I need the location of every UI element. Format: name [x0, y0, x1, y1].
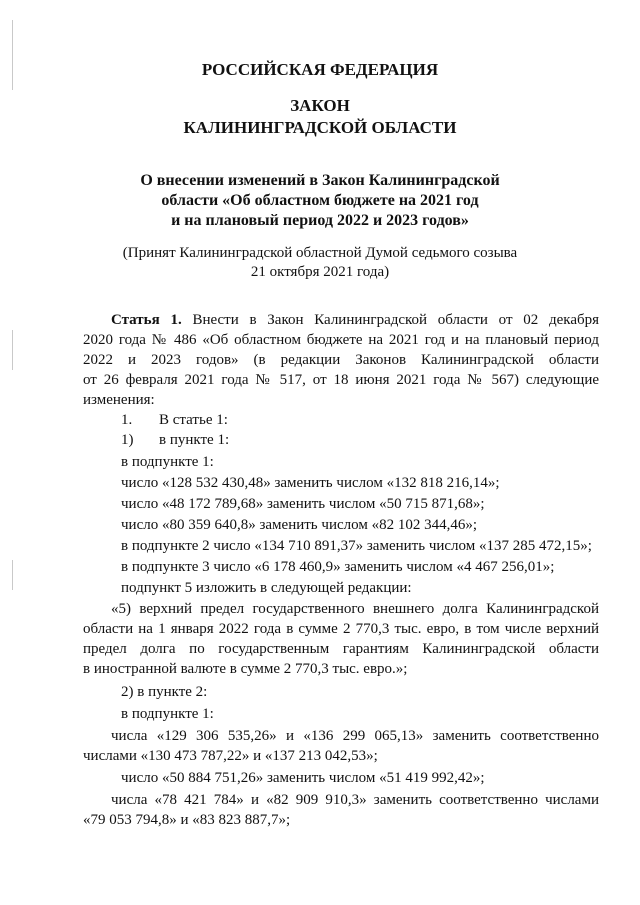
body-line: 2) в пункте 2: [121, 684, 208, 700]
body-line: в подпункте 1: [121, 706, 214, 722]
doc-type-heading: ЗАКОН [290, 96, 350, 115]
body-line: в иностранной валюте в сумме 2 770,3 тыс. евро.»; [83, 661, 408, 677]
law-title-line: области «Об областном бюджете на 2021 год [161, 192, 479, 209]
body-line: число «48 172 789,68» заменить числом «50 715 871,68»; [121, 496, 485, 512]
body-line: в подпункте 1: [121, 454, 214, 470]
body-line: числа «78 421 784» и «82 909 910,3» заменить соответственно числами [111, 792, 599, 808]
body-line: 2020 года № 486 «Об областном бюджете на 2021 год и на плановый период [83, 332, 599, 348]
law-title-line: О внесении изменений в Закон Калининградской [140, 172, 500, 189]
body-line: число «50 884 751,26» заменить числом «51 419 992,42»; [121, 770, 485, 786]
country-heading: РОССИЙСКАЯ ФЕДЕРАЦИЯ [201, 60, 439, 79]
law-title-line: и на плановый период 2022 и 2023 годов» [171, 212, 469, 229]
body-line: от 26 февраля 2021 года № 517, от 18 июня 2021 года № 567) следующие [83, 372, 599, 388]
body-line: числа «129 306 535,26» и «136 299 065,13» заменить соответственно [111, 728, 599, 744]
body-line: в подпункте 3 число «6 178 460,9» заменить числом «4 467 256,01»; [121, 559, 555, 575]
body-line: изменения: [83, 392, 155, 408]
item-text: В статье 1: [159, 412, 228, 428]
body-line: число «128 532 430,48» заменить числом «132 818 216,14»; [121, 475, 500, 491]
item-text: в пункте 1: [159, 432, 230, 448]
article-first-line [111, 310, 599, 330]
region-heading: КАЛИНИНГРАДСКОЙ ОБЛАСТИ [183, 118, 457, 137]
body-line: 2022 и 2023 годов» (в редакции Законов Калининградской области [83, 352, 599, 368]
article-text: Внести в Закон Калининградской области от 02 декабря [192, 312, 600, 328]
body-line: «5) верхний предел государственного внешнего долга Калининградской [111, 601, 599, 617]
adoption-note-line: (Принят Калининградской областной Думой седьмого созыва [122, 245, 518, 261]
item-number: 1) [121, 432, 134, 448]
body-line: предел долга по государственным гарантиям Калининградской области [83, 641, 599, 657]
item-number: 1. [121, 412, 133, 428]
scan-edge-mark [12, 330, 13, 370]
body-line: число «80 359 640,8» заменить числом «82 102 344,46»; [121, 517, 477, 533]
article-label: Статья 1. [111, 312, 182, 328]
body-line: подпункт 5 изложить в следующей редакции: [121, 580, 412, 596]
body-line: области на 1 января 2022 года в сумме 2 770,3 тыс. евро, в том числе верхний [83, 621, 599, 637]
body-line: в подпункте 2 число «134 710 891,37» заменить числом «137 285 472,15»; [121, 538, 592, 554]
body-line: «79 053 794,8» и «83 823 887,7»; [83, 812, 291, 828]
body-line: числами «130 473 787,22» и «137 213 042,53»; [83, 748, 378, 764]
scan-edge-mark [12, 560, 13, 590]
adoption-note-line: 21 октября 2021 года) [250, 264, 390, 280]
